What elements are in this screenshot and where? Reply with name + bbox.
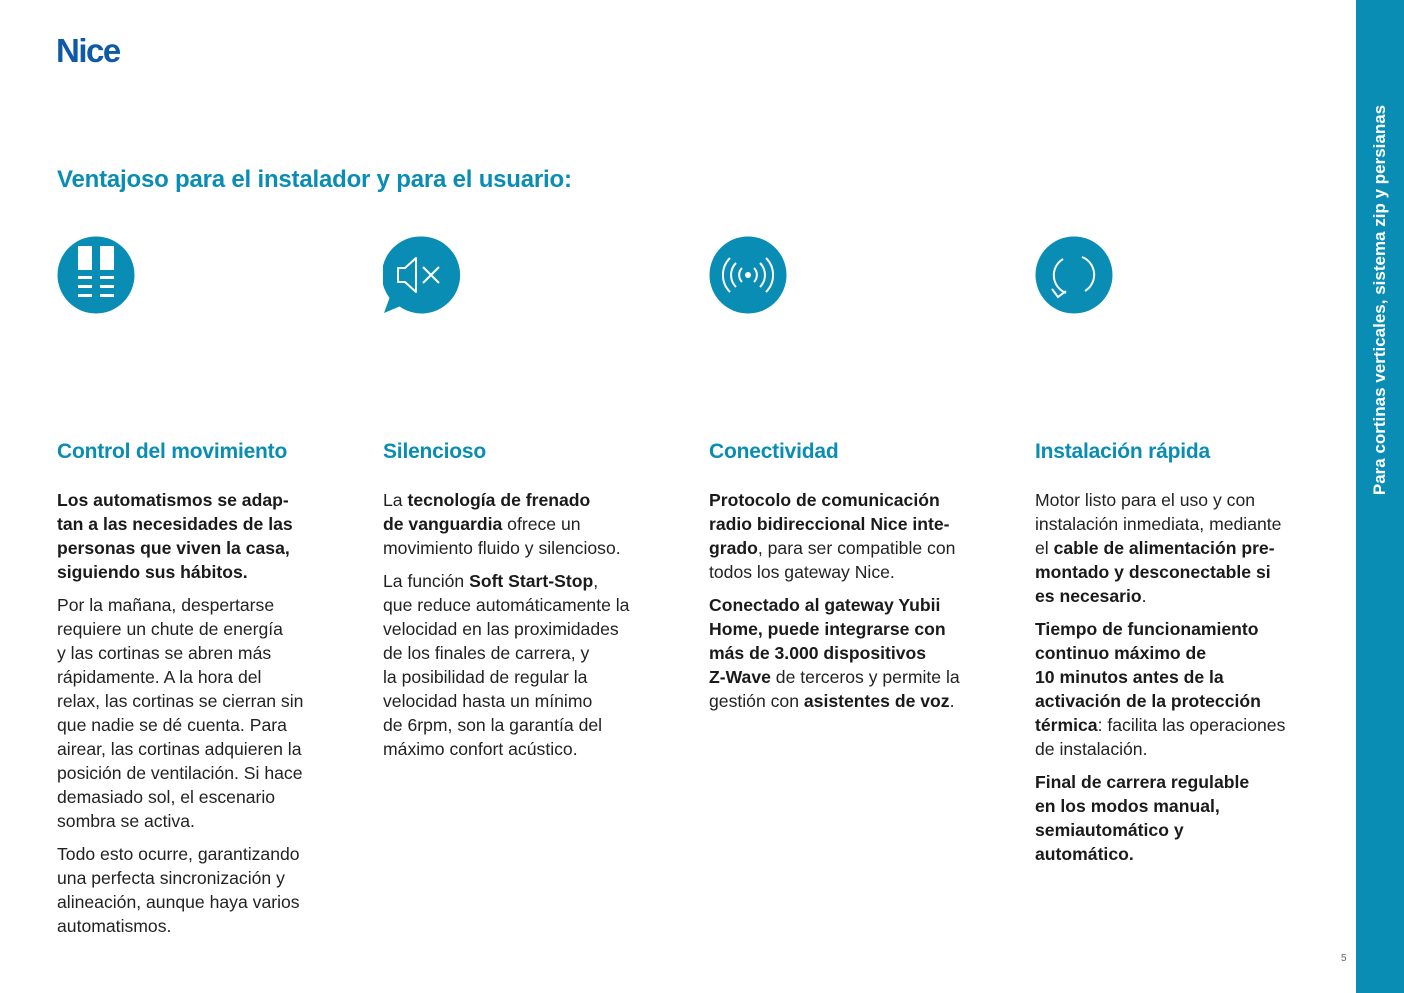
body-text: , para ser compatible con	[757, 538, 956, 558]
bold-text: Protocolo de comunicación	[709, 490, 940, 510]
feature-paragraph	[1035, 617, 1315, 761]
body-text: que nadie se dé cuenta. Para	[57, 715, 287, 735]
feature-title: Conectividad	[709, 440, 839, 463]
bold-text: Conectado al gateway Yubii	[709, 595, 941, 615]
body-text: velocidad hasta un mínimo	[383, 691, 593, 711]
feature-title: Silencioso	[383, 440, 487, 463]
body-text: y las cortinas se abren más	[57, 643, 272, 663]
feature-quick-install	[1035, 236, 1315, 866]
body-text: posición de ventilación. Si hace	[57, 763, 303, 783]
body-text: ofrece un	[502, 514, 581, 534]
bold-text: automático.	[1035, 844, 1134, 864]
body-text: La	[383, 490, 408, 510]
body-text: que reduce automáticamente la	[383, 595, 630, 615]
body-text: demasiado sol, el escenario	[57, 787, 276, 807]
body-text: máximo confort acústico.	[383, 739, 578, 759]
body-text: : facilita las operaciones	[1097, 715, 1286, 735]
body-text: .	[1141, 586, 1147, 606]
bold-text: Final de carrera regulable	[1035, 772, 1250, 792]
brand-logo: Nice	[56, 32, 120, 69]
feature-body	[709, 488, 989, 713]
feature-paragraph	[1035, 488, 1315, 608]
feature-paragraph	[709, 488, 989, 584]
bold-text: Los automatismos se adap-	[57, 490, 289, 510]
body-text: de instalación.	[1035, 739, 1148, 759]
feature-paragraph	[383, 569, 663, 761]
feature-paragraph	[1035, 770, 1315, 866]
bold-text: tecnología de frenado	[407, 490, 591, 510]
body-text: el	[1035, 538, 1054, 558]
body-text: Todo esto ocurre, garantizando	[57, 844, 300, 864]
feature-paragraph	[709, 593, 989, 713]
body-text: La función	[383, 571, 470, 591]
radio-waves-icon	[709, 236, 787, 314]
body-text: de los finales de carrera, y	[383, 643, 590, 663]
body-text: alineación, aunque haya varios	[57, 892, 300, 912]
body-text: Por la mañana, despertarse	[57, 595, 275, 615]
bold-text: térmica	[1035, 715, 1098, 735]
bold-text: activación de la protección	[1035, 691, 1261, 711]
bold-text: Z-Wave	[709, 667, 771, 687]
bold-text: más de 3.000 dispositivos	[709, 643, 927, 663]
refresh-cycle-icon	[1035, 236, 1113, 314]
body-text: .	[949, 691, 955, 711]
feature-control-movement	[57, 236, 337, 938]
body-text: rápidamente. A la hora del	[57, 667, 262, 687]
body-text: de 6rpm, son la garantía del	[383, 715, 603, 735]
bold-text: en los modos manual,	[1035, 796, 1220, 816]
bold-text: asistentes de voz	[803, 691, 950, 711]
body-text: movimiento fluido y silencioso.	[383, 538, 621, 558]
speaker-mute-icon	[383, 236, 461, 314]
control-panel-icon	[57, 236, 135, 314]
feature-title: Control del movimiento	[57, 440, 288, 463]
bold-text: 10 minutos antes de la	[1035, 667, 1224, 687]
page-number: 5	[1341, 953, 1347, 964]
bold-text: Home, puede integrarse con	[709, 619, 946, 639]
body-text: automatismos.	[57, 916, 172, 936]
body-text: una perfecta sincronización y	[57, 868, 285, 888]
body-text: gestión con	[709, 691, 804, 711]
body-text: requiere un chute de energía	[57, 619, 283, 639]
body-text: todos los gateway Nice.	[709, 562, 895, 582]
bold-text: siguiendo sus hábitos.	[57, 562, 248, 582]
body-text: velocidad en las proximidades	[383, 619, 619, 639]
body-text: relax, las cortinas se cierran sin	[57, 691, 304, 711]
bold-text: Soft Start-Stop	[469, 571, 594, 591]
body-text: instalación inmediata, mediante	[1035, 514, 1282, 534]
body-text: Motor listo para el uso y con	[1035, 490, 1256, 510]
body-text: de terceros y permite la	[770, 667, 960, 687]
page-headline: Ventajoso para el instalador y para el usuario:	[57, 166, 572, 193]
bold-text: Tiempo de funcionamiento	[1035, 619, 1259, 639]
feature-connectivity	[709, 236, 989, 713]
feature-silent	[383, 236, 663, 761]
body-text: ,	[593, 571, 599, 591]
feature-body	[57, 488, 337, 938]
body-text: airear, las cortinas adquieren la	[57, 739, 302, 759]
feature-paragraph	[57, 842, 337, 938]
bold-text: cable de alimentación pre-	[1053, 538, 1275, 558]
feature-body	[383, 488, 663, 761]
feature-paragraph	[57, 593, 337, 833]
body-text: la posibilidad de regular la	[383, 667, 588, 687]
bold-text: de vanguardia	[383, 514, 503, 534]
feature-paragraph	[383, 488, 663, 560]
feature-paragraph	[57, 488, 337, 584]
bold-text: tan a las necesidades de las	[57, 514, 293, 534]
side-section-label: Para cortinas verticales, sistema zip y persianas	[1370, 104, 1389, 496]
bold-text: continuo máximo de	[1035, 643, 1207, 663]
bold-text: semiautomático y	[1035, 820, 1184, 840]
feature-body	[1035, 488, 1315, 866]
body-text: sombra se activa.	[57, 811, 195, 831]
bold-text: radio bidireccional Nice inte-	[709, 514, 950, 534]
feature-title: Instalación rápida	[1035, 440, 1210, 463]
bold-text: personas que viven la casa,	[57, 538, 290, 558]
bold-text: montado y desconectable si	[1035, 562, 1271, 582]
bold-text: es necesario	[1035, 586, 1142, 606]
bold-text: grado	[709, 538, 758, 558]
